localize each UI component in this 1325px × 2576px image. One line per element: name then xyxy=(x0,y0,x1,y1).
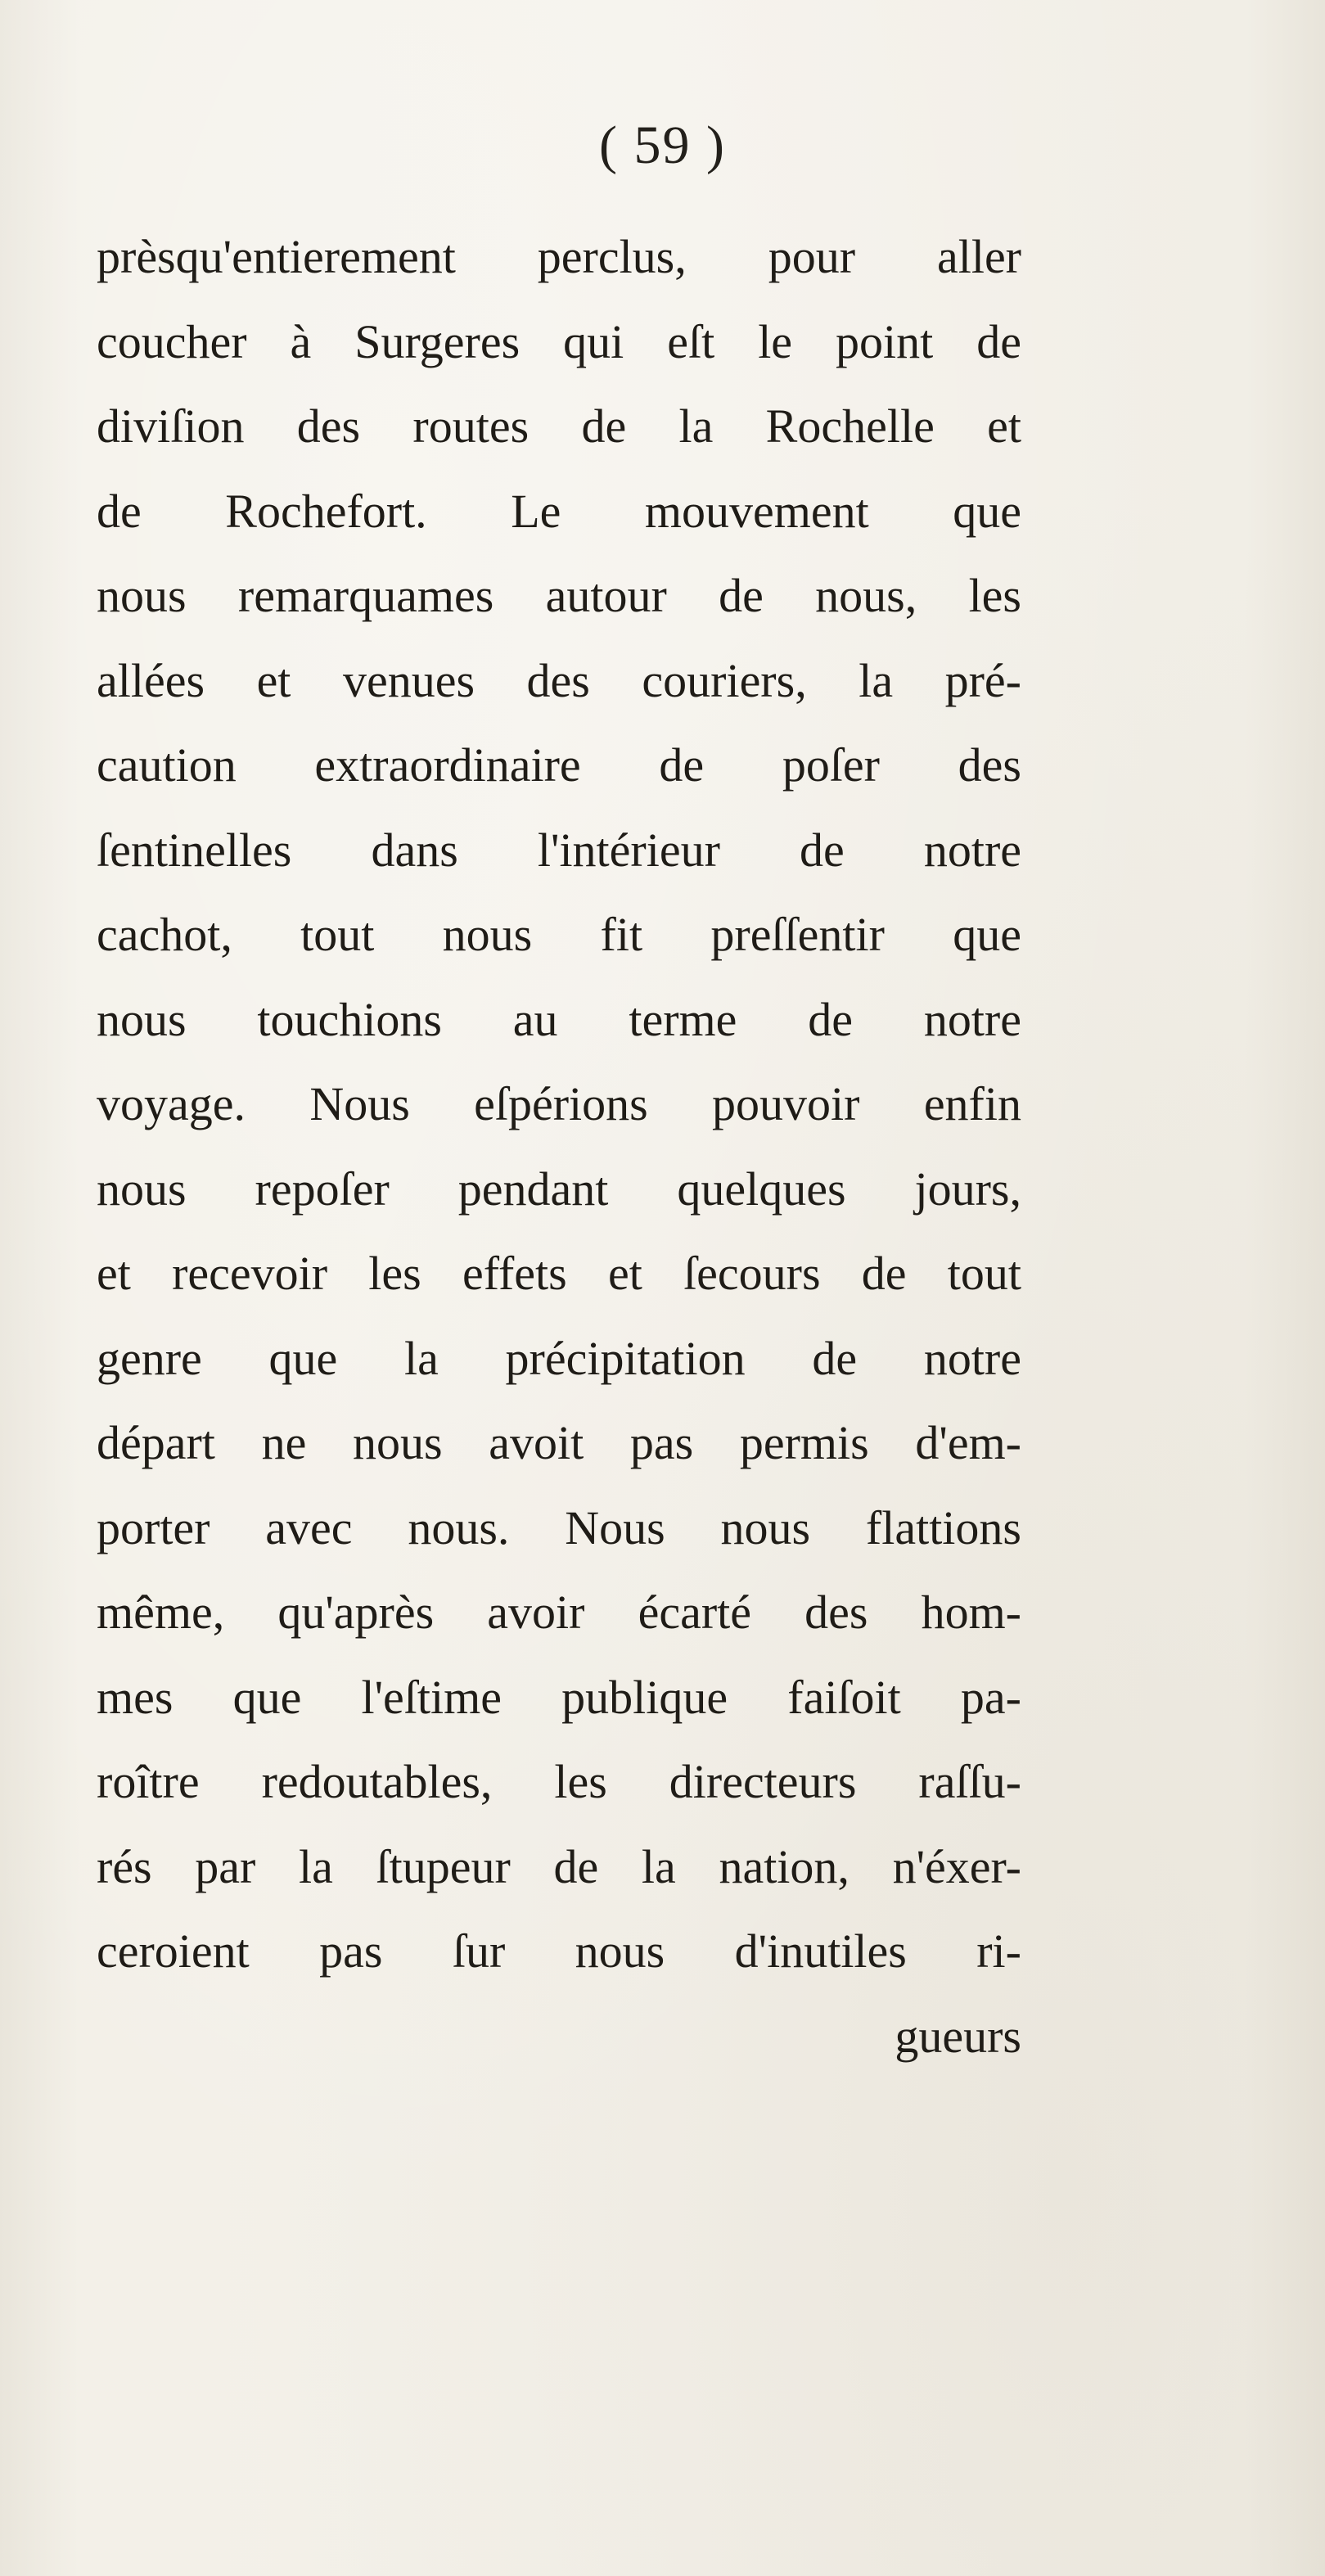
catchword: gueurs xyxy=(895,2009,1021,2063)
text-line: cachot, tout nous fit preſſentir que xyxy=(97,908,1021,961)
text-line: ſentinelles dans l'intérieur de notre xyxy=(97,823,1021,877)
text-line: départ ne nous avoit pas permis d'em- xyxy=(97,1416,1021,1469)
text-line: allées et venues des couriers, la pré- xyxy=(97,653,1021,707)
text-line: rés par la ſtupeur de la nation, n'éxer- xyxy=(97,1839,1021,1893)
text-line: mes que l'eſtime publique faiſoit pa- xyxy=(97,1670,1021,1724)
text-line: nous remarquames autour de nous, les xyxy=(97,569,1021,622)
text-line: diviſion des routes de la Rochelle et xyxy=(97,399,1021,453)
text-line: et recevoir les effets et ſecours de tout xyxy=(97,1247,1021,1300)
text-line: porter avec nous. Nous nous flattions xyxy=(97,1500,1021,1554)
text-line: ceroient pas ſur nous d'inutiles ri- xyxy=(97,1924,1021,1978)
text-line: roître redoutables, les directeurs raſſu- xyxy=(97,1755,1021,1808)
text-line: même, qu'après avoir écarté des hom- xyxy=(97,1586,1021,1639)
text-line: caution extraordinaire de poſer des xyxy=(97,738,1021,792)
text-line: genre que la précipitation de notre xyxy=(97,1331,1021,1385)
page-number: ( 59 ) xyxy=(599,115,726,175)
body-text xyxy=(97,214,1021,2078)
text-line: prèsqu'entierement perclus, pour aller xyxy=(97,230,1021,283)
text-line: voyage. Nous eſpérions pouvoir enfin xyxy=(97,1077,1021,1130)
text-line: nous repoſer pendant quelques jours, xyxy=(97,1162,1021,1216)
text-line: coucher à Surgeres qui eſt le point de xyxy=(97,314,1021,368)
text-line: nous touchions au terme de notre xyxy=(97,992,1021,1046)
text-line: de Rochefort. Le mouvement que xyxy=(97,484,1021,538)
